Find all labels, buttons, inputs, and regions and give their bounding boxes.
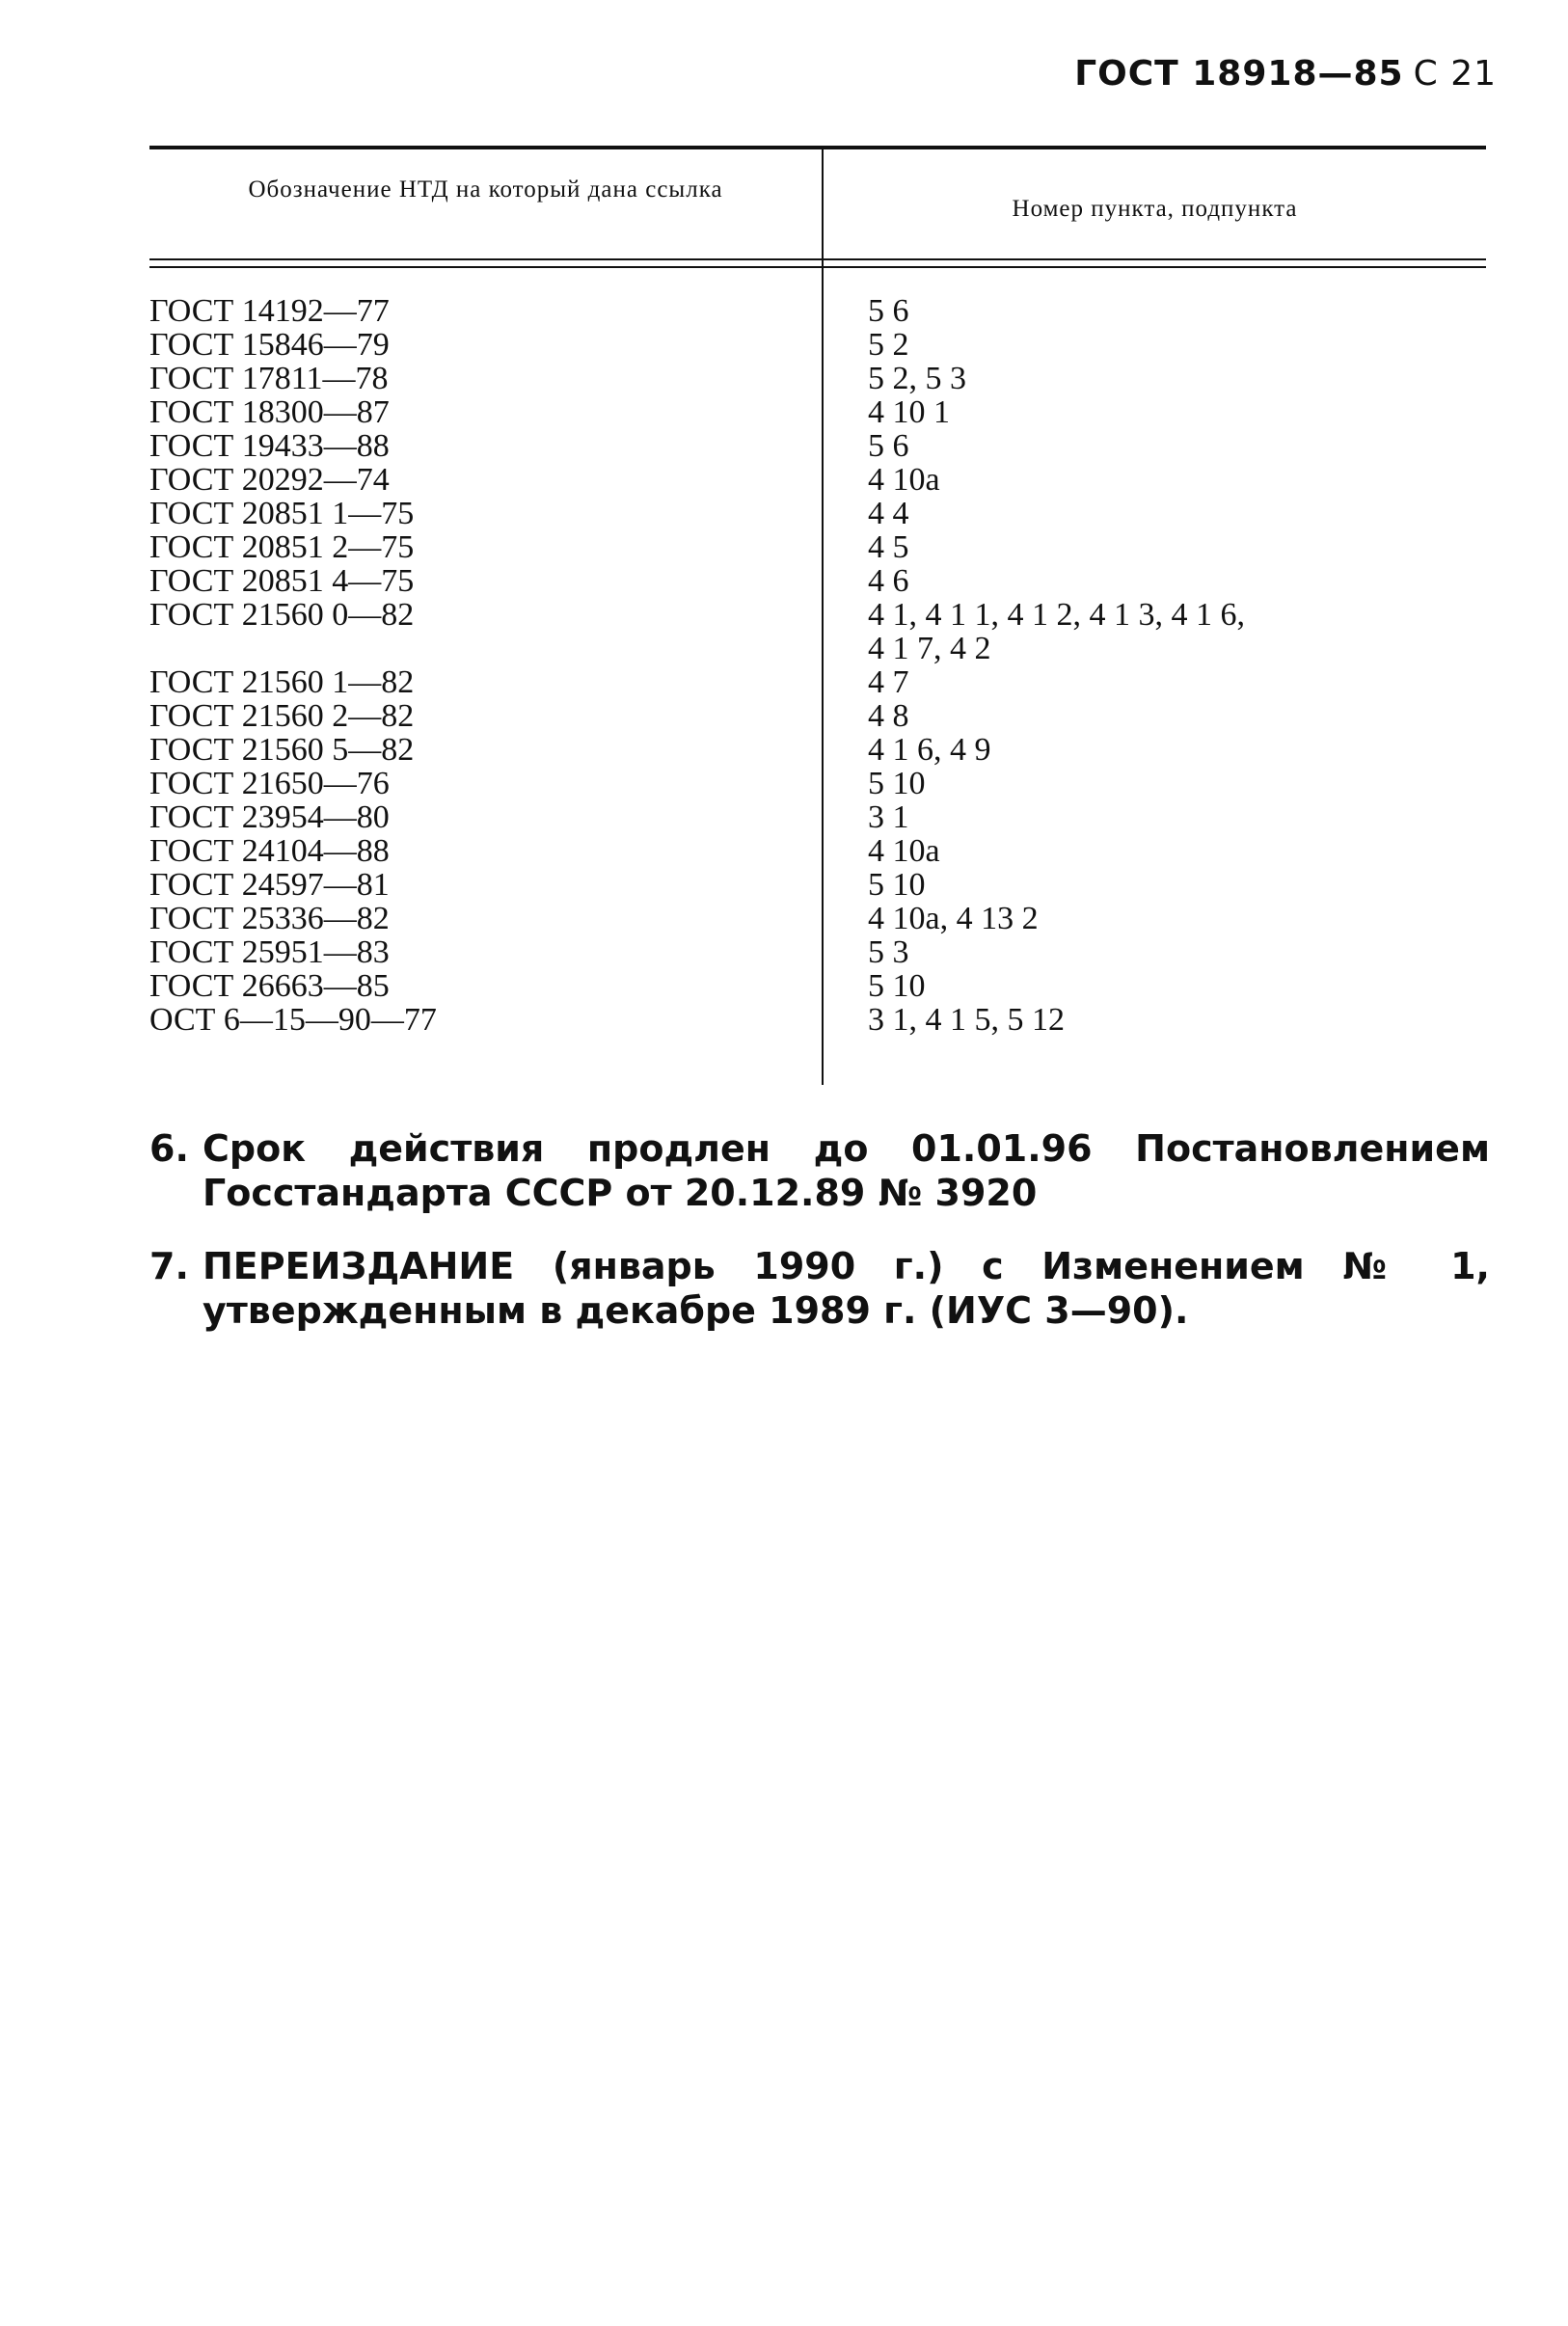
- table-cell-doc: ГОСТ 23954—80: [149, 799, 390, 835]
- table-cell-doc: ОСТ 6—15—90—77: [149, 1002, 437, 1038]
- table-cell-doc: ГОСТ 21650—76: [149, 766, 390, 801]
- table-cell-ref: 5 6: [868, 428, 909, 464]
- table-row: [149, 699, 1486, 733]
- table-row: [149, 834, 1486, 868]
- table-cell-doc: ГОСТ 25951—83: [149, 934, 390, 970]
- running-title: ГОСТ 18918—85: [1074, 54, 1404, 94]
- notes-section: [149, 1126, 1490, 1362]
- table-cell-ref: 4 6: [868, 563, 909, 599]
- table-row: [149, 463, 1486, 497]
- table-row: [149, 294, 1486, 328]
- table-cell-ref: 5 2, 5 3: [868, 361, 966, 396]
- table-row: [149, 902, 1486, 935]
- table-cell-ref: 4 8: [868, 698, 909, 734]
- table-row: [149, 362, 1486, 395]
- table-cell-ref: 5 3: [868, 934, 909, 970]
- table-cell-ref: 4 1 6, 4 9: [868, 732, 991, 768]
- note-item: [149, 1126, 1490, 1215]
- table-row: [149, 800, 1486, 834]
- table-cell-ref: 5 2: [868, 327, 909, 363]
- table-cell-doc: ГОСТ 15846—79: [149, 327, 390, 363]
- table-row: [149, 1003, 1486, 1037]
- table-row: [149, 530, 1486, 564]
- table-row: [149, 767, 1486, 800]
- table-row: [149, 733, 1486, 767]
- table-cell-ref: 4 10а, 4 13 2: [868, 901, 1039, 936]
- table-cell-doc: ГОСТ 20851 4—75: [149, 563, 415, 599]
- table-cell-doc: ГОСТ 24597—81: [149, 867, 390, 903]
- table-row: [149, 665, 1486, 699]
- table-row: [149, 395, 1486, 429]
- table-cell-ref: 3 1, 4 1 5, 5 12: [868, 1002, 1065, 1038]
- table-row: [149, 935, 1486, 969]
- table-cell-doc: ГОСТ 21560 5—82: [149, 732, 415, 768]
- table-cell-ref: 4 10 1: [868, 394, 950, 430]
- table-cell-doc: ГОСТ 21560 2—82: [149, 698, 415, 734]
- table-body: [149, 294, 1486, 1037]
- table-cell-doc: ГОСТ 18300—87: [149, 394, 390, 430]
- table-row: [149, 429, 1486, 463]
- table-cell-doc: ГОСТ 25336—82: [149, 901, 390, 936]
- table-cell-doc: ГОСТ 20851 2—75: [149, 529, 415, 565]
- note-number: 6.: [149, 1127, 189, 1170]
- note-text: Срок действия продлен до 01.01.96 Постановлением Госстандарта СССР от 20.12.89 № 3920: [203, 1127, 1490, 1214]
- table-cell-ref: 5 10: [868, 766, 926, 801]
- table-top-rule: [149, 146, 1486, 149]
- table-cell-ref: 4 7: [868, 664, 909, 700]
- table-row: [149, 969, 1486, 1003]
- table-cell-doc: ГОСТ 14192—77: [149, 293, 390, 329]
- table-cell-ref: 4 10а: [868, 462, 940, 498]
- table-cell-doc: ГОСТ 17811—78: [149, 361, 389, 396]
- table-cell-doc: ГОСТ 21560 1—82: [149, 664, 415, 700]
- table-cell-ref: 3 1: [868, 799, 909, 835]
- page-number: С 21: [1413, 54, 1497, 94]
- table-cell-doc: ГОСТ 20292—74: [149, 462, 390, 498]
- table-cell-doc: ГОСТ 24104—88: [149, 833, 390, 869]
- table-row: [149, 328, 1486, 362]
- table-cell-doc: ГОСТ 21560 0—82: [149, 597, 415, 633]
- table-row: [149, 497, 1486, 530]
- table-cell-ref: 4 1, 4 1 1, 4 1 2, 4 1 3, 4 1 6, 4 1 7, 4 2: [868, 597, 1245, 666]
- table-header-left: Обозначение НТД на который дана ссылка: [248, 176, 723, 203]
- table-row: [149, 564, 1486, 598]
- table-header-rule: [149, 258, 1486, 260]
- table-cell-ref: 5 10: [868, 867, 926, 903]
- table-row: [149, 868, 1486, 902]
- table-cell-ref: 5 6: [868, 293, 909, 329]
- table-cell-doc: ГОСТ 26663—85: [149, 968, 390, 1004]
- table-header-right: Номер пункта, подпункта: [1012, 196, 1298, 222]
- table-cell-ref: 5 10: [868, 968, 926, 1004]
- table-cell-doc: ГОСТ 20851 1—75: [149, 496, 415, 531]
- table-cell-ref: 4 10а: [868, 833, 940, 869]
- table-cell-ref: 4 4: [868, 496, 909, 531]
- running-head: [1074, 54, 1497, 94]
- table-header-rule-double: [149, 266, 1486, 268]
- table-row: [149, 598, 1486, 665]
- table-cell-doc: ГОСТ 19433—88: [149, 428, 390, 464]
- table-cell-ref: 4 5: [868, 529, 909, 565]
- note-number: 7.: [149, 1245, 189, 1287]
- note-item: [149, 1244, 1490, 1333]
- note-text: ПЕРЕИЗДАНИЕ (январь 1990 г.) с Изменением № 1, утвержденным в декабре 1989 г. (ИУС 3—90).: [203, 1245, 1490, 1332]
